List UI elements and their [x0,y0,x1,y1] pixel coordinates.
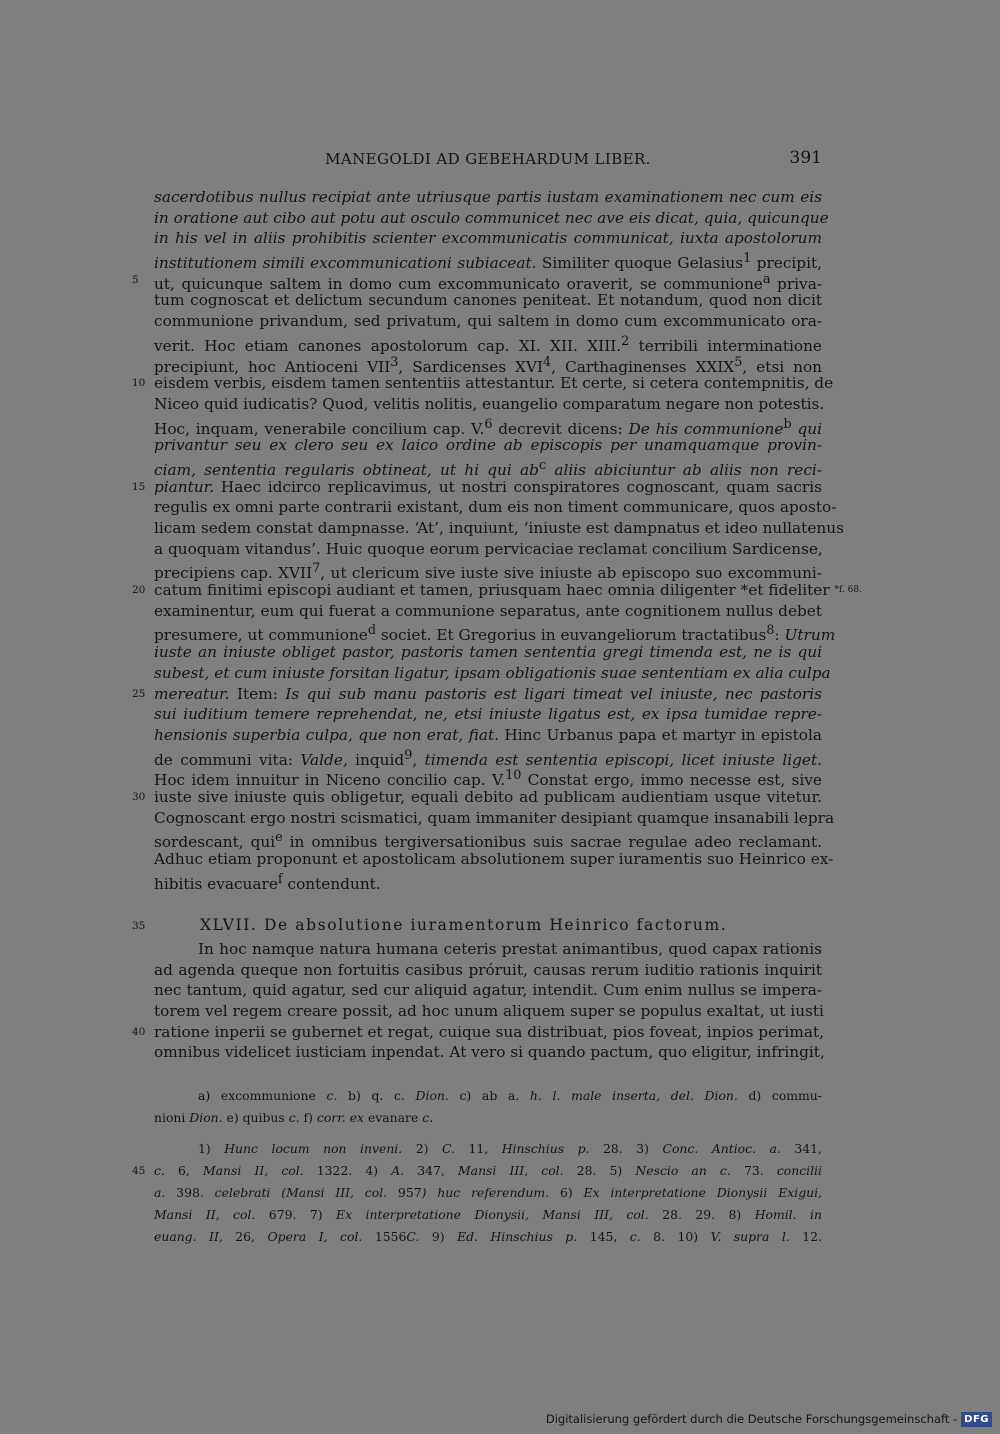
text-line: examinentur, eum qui fuerat a communione separatus, ante cognitionem nullus debet [154,601,822,620]
text-line: 25 mereatur. Item: Is qui sub manu pastoris est ligari timeat vel iniuste, nec pastoris [132,684,822,703]
text-line: communione privandum, sed privatum, qui saltem in domo cum excommunicato ora- [154,312,822,331]
line-number: 15 [132,480,146,493]
footnote-line: a) excommunione c. b) q. c. Dion. c) ab a. h. l. male inserta, del. Dion. d) commu- [198,1088,822,1103]
running-title: MANEGOLDI AD GEBEHARDUM LIBER. [325,150,651,168]
chapter-text [132,939,825,1063]
digitization-footer [546,1410,992,1428]
text-line: verit. Hoc etiam canones apostolorum cap. XI. XII. XIII.$^2$ terribili interminatione [154,333,822,355]
line-number: 40 [132,1025,146,1038]
text-line: tum cognoscat et delictum secundum canones peniteat. Et notandum, quod non dicit [154,291,822,310]
text-line: 10 eisdem verbis, eisdem tamen sententiis attestantur. Et certe, si cetera contempnitis, de [132,374,834,393]
text-line: hensionis superbia culpa, que non erat, fiat. Hinc Urbanus papa et martyr in epistola [154,725,822,744]
line-number: 35 [132,920,146,932]
footer-text: Digitalisierung gefördert durch die Deutsche Forschungsgemeinschaft - [545,1412,958,1426]
main-text [132,187,862,893]
text-line: ad agenda queque non fortuitis casibus próruit, causas rerum iuditio rationis inquirit [154,960,822,979]
page-number: 391 [789,148,822,168]
text-line: 20 catum finitimi episcopi audiant et tamen, priusquam haec omnia diligenter *et fideliter *f. 68. [132,581,862,600]
chapter-heading [132,914,822,936]
textual-notes [154,1085,822,1129]
text-line: regulis ex omni parte contrarii existant, dum eis non timent communicare, quos aposto- [154,498,837,517]
text-line: Cognoscant ergo nostri scismatici, quam immaniter desipiant quamque insanabili lepra [154,808,835,827]
footnote-line: 1) Hunc locum non inveni. 2) C. 11, Hinschius p. 28. 3) Conc. Antioc. a. 341, [198,1141,822,1156]
text-line: sordescant, qui$^e$ in omnibus tergiversationibus suis sacrae regulae adeo reclamant. [154,830,823,852]
running-header [154,146,822,170]
text-line: licam sedem constat dampnasse. ‘At’, inquiunt, ‘iniuste est dampnatus et ideo nullatenus [154,519,844,537]
footnote-line: nioni Dion. e) quibus c. f) corr. ex evanare c. [154,1110,434,1125]
footnote-line: 45 c. 6, Mansi II, col. 1322. 4) A. 347, Mansi III, col. 28. 5) Nescio an c. 73. concilii [154,1160,822,1182]
text-line: precipiens cap. XVII$^7$, ut clericum sive iuste sive iniuste ab episcopo suo excommuni- [154,561,822,583]
text-line: Adhuc etiam proponunt et apostolicam absolutionem super iuramentis suo Heinrico ex- [154,850,834,868]
footnote-line: a. 398. celebrati (Mansi III, col. 957) huc referendum. 6) Ex interpretatione Dionysii Exigui, [154,1185,823,1200]
text-line: sui iuditium temere reprehendat, ne, etsi iniuste ligatus est, ex ipsa tumidae repre- [154,705,822,724]
line-number: 20 [132,584,146,597]
text-line: ciam, sententia regularis obtineat, ut hi qui $ab^c$ aliis abiciuntur ab aliis non reci- [154,457,822,480]
text-line: torem vel regem creare possit, ad hoc unum aliquem super se populus exaltat, ut iusti [154,1002,824,1021]
text-line: sacerdotibus nullus recipiat ante utriusque partis iustam examinationem nec cum eis [154,188,822,206]
text-line: 40 ratione inperii se gubernet et regat, cuique sua distribuat, pios foveat, inpios perimat, [132,1022,824,1041]
line-number: 5 [132,273,139,286]
text-line: in oratione aut cibo aut potu aut osculo communicet nec ave eis dicat, quia, quicunque [154,208,829,227]
line-number: 25 [132,687,146,700]
text-line: institutionem simili excommunicationi subiaceat. Similiter quoque Gelasius$^1$ precipit, [154,251,822,273]
text-line: In hoc namque natura humana ceteris prestat animantibus, quod capax rationis [198,940,822,958]
line-number: 30 [132,790,146,803]
text-line: iuste an iniuste obliget pastor, pastoris tamen sententia gregi timenda est, ne is qui [154,643,822,662]
text-line: precipiunt, hoc Antioceni VII$^3$, Sardicenses XVI$^4$, Carthaginenses XXIX$^5$, etsi non [154,354,823,376]
chapter-title: XLVII. De absolutione iuramentorum Heinrico factorum. [200,916,728,934]
text-line: presumere, ut communione$^d$ societ. Et Gregorius in euvangeliorum tractatibus$^8$: Utrum [154,623,836,645]
line-number: 10 [132,377,146,390]
text-line: in his vel in aliis prohibitis scienter excommunicatis communicat, iuxta apostolorum [154,229,822,248]
text-line: 5 ut, quicunque saltem in domo cum excommunicato oraverit, se communione$^a$ priva- [132,271,822,293]
text-line: subest, et cum iniuste forsitan ligatur, ipsam obligationis suae sententiam ex alia culpa [154,663,831,682]
text-line: Hoc idem innuitur in Niceno concilio cap. V.$^{10}$ Constat ergo, immo necesse est, sive [154,768,822,790]
footnote-line: Mansi II, col. 679. 7) Ex interpretatione Dionysii, Mansi III, col. 28. 29. 8) Homil. in [154,1207,822,1222]
folio-marker: *f. 68. [834,585,862,596]
text-line: hibitis evacuare$^f$ contendunt. [154,871,381,893]
text-line: Niceo quid iudicatis? Quod, velitis nolitis, euangelio comparatum negare non potestis. [154,394,825,413]
text-line: 30 iuste sive iniuste quis obligetur, equali debito ad publicam audientiam usque vitetur. [132,787,822,806]
line-number: 45 [132,1165,146,1177]
dfg-logo: DFG [961,1412,992,1427]
text-line: omnibus videlicet iusticiam inpendat. At vero si quando pactum, quo eligitur, infringit, [154,1043,825,1062]
source-notes [132,1138,823,1248]
text-line: de communi vita: Valde, inquid$^9$, timenda est sententia episcopi, licet iniuste liget. [154,747,822,769]
text-line: 15 piantur. Haec idcirco replicavimus, ut nostri conspiratores cognoscant, quam sacris [132,477,822,496]
footnote-line: euang. II, 26, Opera I, col. 1556C. 9) Ed. Hinschius p. 145, c. 8. 10) V. supra l. 12. [154,1229,822,1244]
text-line: a quoquam vitandus’. Huic quoque eorum pervicaciae reclamat concilium Sardicense, [154,539,823,558]
text-line: Hoc, inquam, venerabile concilium cap. V.$^6$ decrevit dicens: De his communione$^b$ qui [154,416,822,438]
text-line: privantur seu ex clero seu ex laico ordine ab episcopis per unamquamque provin- [154,436,822,455]
text-line: nec tantum, quid agatur, sed cur aliquid agatur, intendit. Cum enim nullus se impera- [154,981,822,1000]
